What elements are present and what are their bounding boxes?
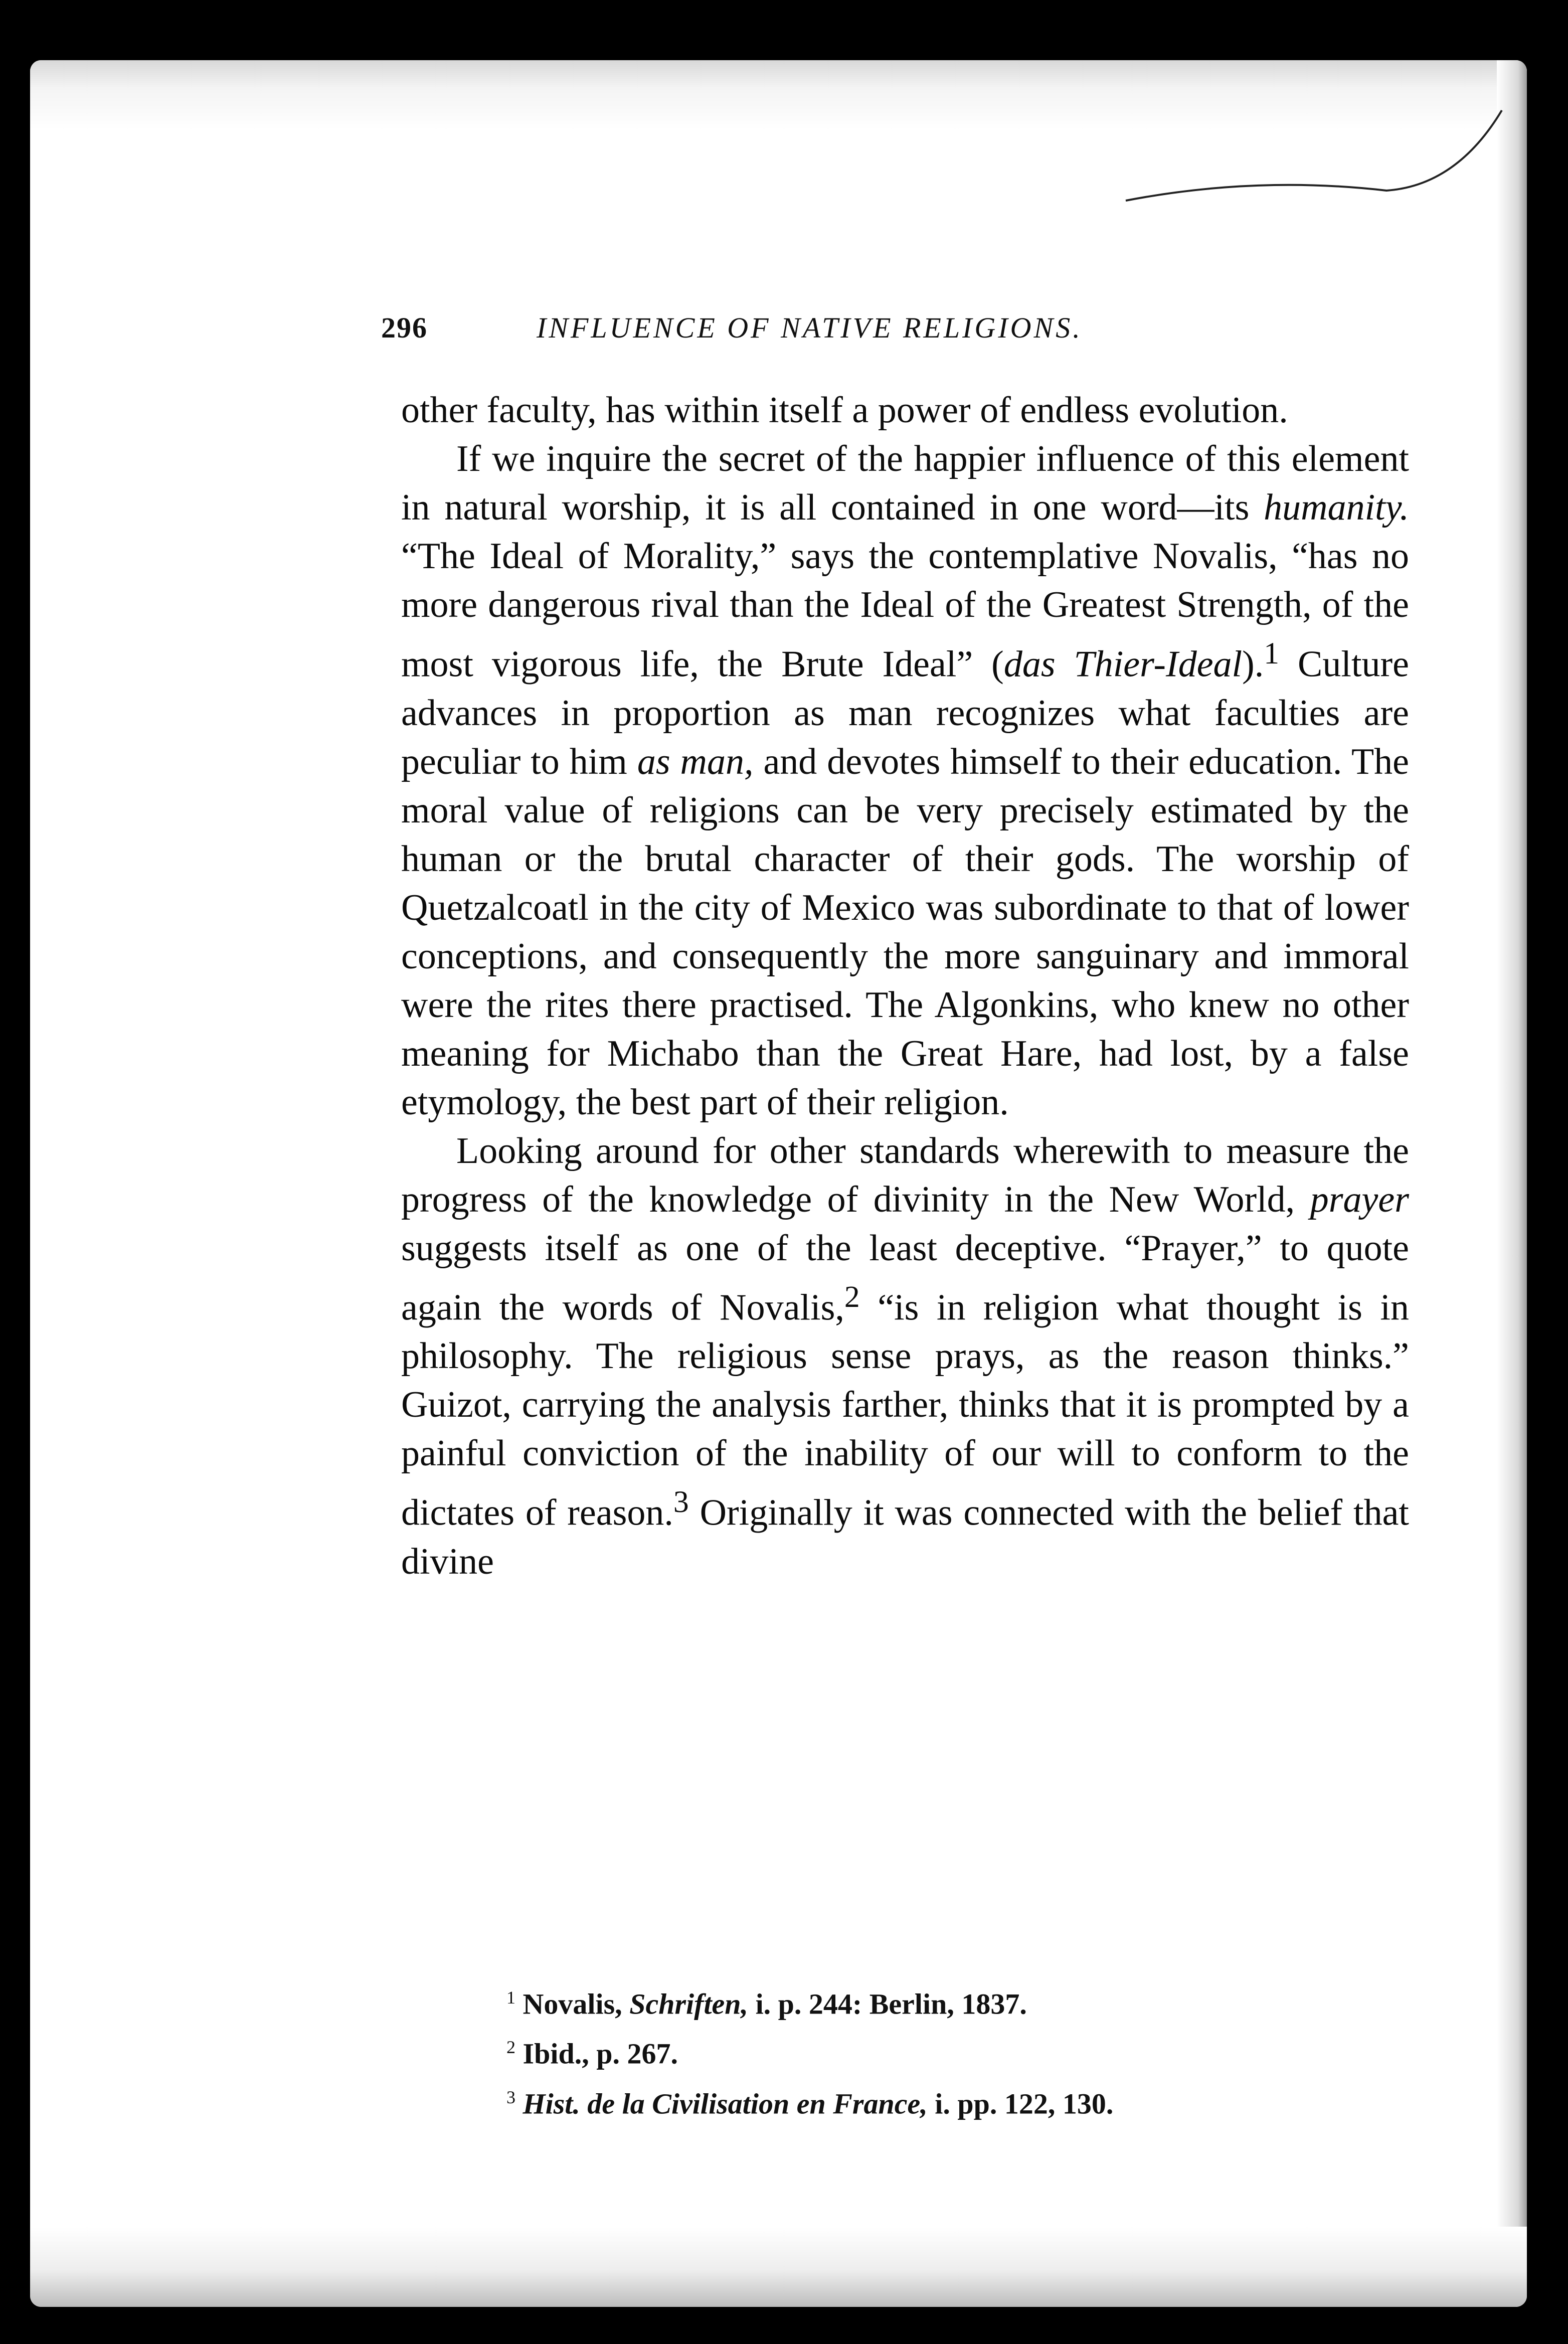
footnote-ref: 1 <box>1264 636 1280 671</box>
footnote-ref: 3 <box>673 1485 689 1520</box>
italic-run: humanity. <box>1264 487 1409 528</box>
footnotes <box>506 1976 1359 2125</box>
footnote-text: Novalis, <box>522 1987 630 2021</box>
footnote-ref: 2 <box>844 1279 860 1314</box>
book-page <box>30 60 1527 2307</box>
text-run: If we inquire the secret of the happier influence of this element in natural worship, it is all contained in one word—its <box>401 438 1409 528</box>
page-number: 296 <box>381 311 428 344</box>
page-right-shadow <box>1497 60 1527 2307</box>
footnote-title: Hist. de la Civilisation en France, <box>522 2087 928 2120</box>
paragraph-1: other faculty, has within itself a power of endless evolution. <box>401 390 1288 431</box>
body-text <box>401 386 1409 1586</box>
text-run: and devotes himself to their education. The moral value of religions can be very precisely estimated by the human or the brutal character of their gods. The worship of Quetzalcoatl in the city of Mexico was subordinate to that of lower conceptions, and consequently the more sanguinary and immoral were the rites there practised. The Algonkins, who knew no other meaning for Michabo than the Great Hare, had lost, by a false etymology, the best part of their religion. <box>401 741 1409 1123</box>
text-run: Culture advances in proportion as man recognizes what faculties are peculiar to him <box>401 643 1409 782</box>
footnote-text: Ibid., p. 267. <box>522 2037 678 2070</box>
text-run: Originally it was connected with the belief that divine <box>401 1492 1409 1582</box>
footnote-mark: 3 <box>506 2087 515 2107</box>
italic-run: das Thier-Ideal <box>1003 643 1243 685</box>
text-run: “is in religion what thought is in philosophy. The religious sense prays, as the reason thinks.” Guizot, carrying the analysis farther, thinks that it is prompted by a painful conviction of the inability of our will to conform to the dictates of reason. <box>401 1287 1409 1534</box>
footnote-3 <box>506 2076 1359 2125</box>
paragraph-2 <box>401 435 1409 1127</box>
page-top-shadow <box>30 60 1527 130</box>
paragraph-3 <box>401 1127 1409 1586</box>
page-bottom-shadow <box>30 2227 1527 2307</box>
page-header <box>381 311 1264 351</box>
italic-run: prayer <box>1310 1179 1409 1220</box>
footnote-mark: 2 <box>506 2037 515 2058</box>
footnote-1 <box>506 1976 1359 2026</box>
footnote-title: Schriften, <box>629 1987 749 2021</box>
footnote-mark: 1 <box>506 1987 515 2007</box>
running-head: INFLUENCE OF NATIVE RELIGIONS. <box>537 311 1083 344</box>
italic-run: as man, <box>637 741 754 782</box>
footnote-text: i. pp. 122, 130. <box>927 2087 1114 2120</box>
text-run: ). <box>1242 643 1264 685</box>
text-run: suggests itself as one of the least deceptive. “Prayer,” to quote again the words of Novalis, <box>401 1227 1409 1328</box>
footnote-text: i. p. 244: Berlin, 1837. <box>748 1987 1027 2021</box>
text-run: “The Ideal of Morality,” says the contemplative Novalis, “has no more dangerous rival than the Ideal of the Greatest Strength, of the most vigorous life, the Brute Ideal” ( <box>401 536 1409 685</box>
text-run: Looking around for other standards wherewith to measure the progress of the knowledge of divinity in the New World, <box>401 1130 1409 1220</box>
footnote-2 <box>506 2026 1359 2075</box>
